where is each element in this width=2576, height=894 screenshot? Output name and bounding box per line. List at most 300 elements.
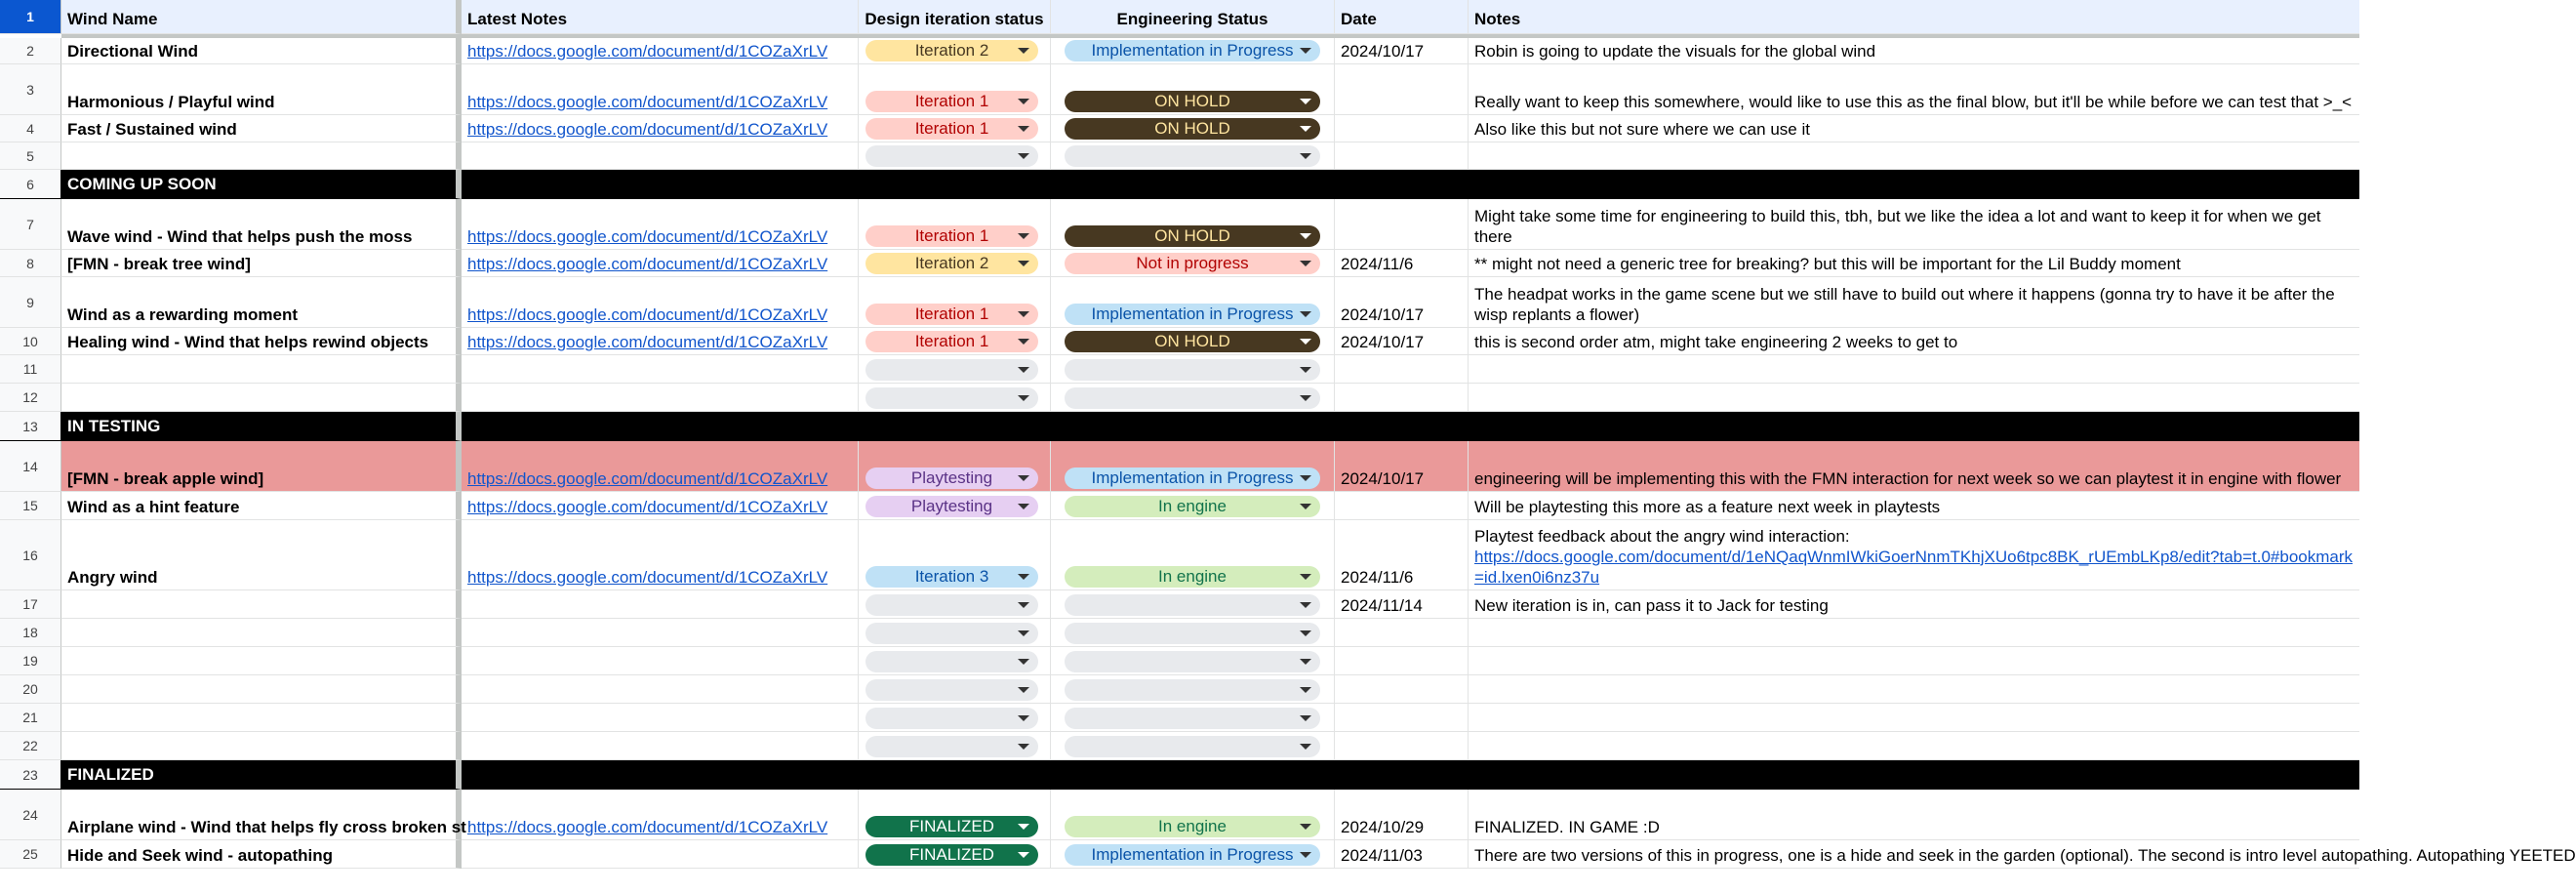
design-status-cell[interactable] (859, 355, 1051, 384)
dropdown-arrow-icon[interactable] (1300, 715, 1311, 721)
dropdown-arrow-icon[interactable] (1300, 367, 1311, 373)
section-fill[interactable] (462, 760, 2359, 790)
wind-name-cell[interactable] (61, 277, 462, 328)
design-status-cell[interactable] (859, 384, 1051, 412)
engineering-status-dropdown[interactable] (1065, 304, 1320, 325)
engineering-status-dropdown[interactable] (1065, 359, 1320, 381)
engineering-status-dropdown[interactable] (1065, 844, 1320, 866)
dropdown-arrow-icon[interactable] (1018, 602, 1029, 608)
date-cell[interactable] (1335, 520, 1469, 590)
dropdown-arrow-icon[interactable] (1018, 48, 1029, 54)
notes-text: this is second order atm, might take engineering 2 weeks to get to (1474, 333, 1958, 351)
table-row (0, 590, 2359, 619)
doc-link[interactable]: https://docs.google.com/document/d/1COZaXrLV (467, 498, 828, 516)
engineering-status-cell[interactable] (1051, 492, 1335, 520)
date-cell[interactable] (1335, 250, 1469, 277)
latest-notes-cell[interactable] (462, 199, 859, 250)
doc-link[interactable]: https://docs.google.com/document/d/1COZaXrLV (467, 568, 828, 587)
section-header-cell[interactable] (61, 760, 462, 790)
dropdown-arrow-icon[interactable] (1018, 339, 1029, 345)
date-cell[interactable] (1335, 704, 1469, 732)
latest-notes-cell[interactable] (462, 732, 859, 760)
latest-notes-cell[interactable] (462, 840, 859, 869)
wind-name-cell[interactable] (61, 142, 462, 170)
notes-cell[interactable] (1469, 441, 2359, 492)
notes-link[interactable]: https://docs.google.com/document/d/1eNQaqWnmIWkiGoerNnmTKhjXUo6tpc8BK_rUEmbLKp8/edit?tab=t.0#bookmark=id.lxen0i6nz37u (1474, 548, 2354, 587)
dropdown-arrow-icon[interactable] (1018, 367, 1029, 373)
engineering-status-cell[interactable] (1051, 647, 1335, 675)
latest-notes-cell[interactable] (462, 115, 859, 142)
table-row (0, 328, 2359, 355)
wind-name-cell[interactable] (61, 115, 462, 142)
dropdown-arrow-icon[interactable] (1300, 261, 1311, 266)
date-value: 2024/11/6 (1341, 568, 1414, 587)
notes-text: FINALIZED. IN GAME :D (1474, 818, 1660, 836)
notes-cell[interactable] (1469, 675, 2359, 704)
row-number[interactable]: 11 (0, 355, 61, 384)
engineering-status-dropdown[interactable] (1065, 145, 1320, 167)
engineering-status-cell[interactable] (1051, 38, 1335, 64)
date-cell[interactable] (1335, 590, 1469, 619)
table-row (0, 199, 2359, 250)
design-status-cell[interactable] (859, 732, 1051, 760)
design-status-label: Iteration 2 (914, 41, 989, 60)
latest-notes-cell[interactable] (462, 619, 859, 647)
wind-name-cell[interactable] (61, 619, 462, 647)
date-value: 2024/10/29 (1341, 818, 1425, 836)
latest-notes-cell[interactable] (462, 64, 859, 115)
design-status-cell[interactable] (859, 520, 1051, 590)
dropdown-arrow-icon[interactable] (1018, 504, 1029, 509)
date-cell[interactable] (1335, 675, 1469, 704)
section-title: FINALIZED (67, 765, 154, 784)
engineering-status-cell[interactable] (1051, 619, 1335, 647)
doc-link[interactable]: https://docs.google.com/document/d/1COZaXrLV (467, 469, 828, 488)
notes-cell[interactable] (1469, 250, 2359, 277)
row-number[interactable]: 10 (0, 328, 61, 355)
wind-name-cell[interactable] (61, 328, 462, 355)
row-number[interactable]: 2 (0, 38, 61, 64)
engineering-status-dropdown[interactable] (1065, 594, 1320, 616)
section-fill[interactable] (462, 170, 2359, 199)
dropdown-arrow-icon[interactable] (1300, 852, 1311, 858)
date-cell[interactable] (1335, 732, 1469, 760)
engineering-status-cell[interactable] (1051, 250, 1335, 277)
header-design-status[interactable] (859, 0, 1051, 34)
doc-link[interactable]: https://docs.google.com/document/d/1COZaXrLV (467, 93, 828, 111)
design-status-dropdown[interactable] (865, 467, 1038, 489)
row-number[interactable]: 20 (0, 675, 61, 704)
engineering-status-dropdown[interactable] (1065, 387, 1320, 409)
engineering-status-cell[interactable] (1051, 441, 1335, 492)
row-number[interactable]: 1 (0, 0, 61, 34)
dropdown-arrow-icon[interactable] (1300, 99, 1311, 104)
dropdown-arrow-icon[interactable] (1300, 395, 1311, 401)
wind-name-cell[interactable] (61, 355, 462, 384)
dropdown-arrow-icon[interactable] (1018, 659, 1029, 665)
wind-name: Fast / Sustained wind (67, 120, 237, 139)
design-status-dropdown[interactable] (865, 253, 1038, 274)
engineering-status-dropdown[interactable] (1065, 651, 1320, 672)
design-status-cell[interactable] (859, 492, 1051, 520)
design-status-dropdown[interactable] (865, 708, 1038, 729)
dropdown-arrow-icon[interactable] (1300, 574, 1311, 580)
notes-cell[interactable] (1469, 704, 2359, 732)
design-status-dropdown[interactable] (865, 679, 1038, 701)
engineering-status-dropdown[interactable] (1065, 708, 1320, 729)
design-status-label: Iteration 1 (914, 92, 989, 110)
date-cell[interactable] (1335, 647, 1469, 675)
notes-text: There are two versions of this in progress, one is a hide and seek in the garden (optional). The second is intro level autopathing. Autopathing YEETED (1474, 846, 2576, 865)
notes-cell[interactable] (1469, 840, 2576, 869)
dropdown-arrow-icon[interactable] (1300, 744, 1311, 750)
doc-link[interactable]: https://docs.google.com/document/d/1COZaXrLV (467, 42, 828, 61)
row-number[interactable]: 24 (0, 790, 61, 840)
latest-notes-cell[interactable] (462, 790, 859, 840)
wind-name-cell[interactable] (61, 199, 462, 250)
table-row (0, 441, 2359, 492)
dropdown-arrow-icon[interactable] (1018, 715, 1029, 721)
dropdown-arrow-icon[interactable] (1018, 475, 1029, 481)
engineering-status-cell[interactable] (1051, 384, 1335, 412)
header-label: Design iteration status (865, 10, 1044, 28)
notes-cell[interactable] (1469, 142, 2359, 170)
design-status-dropdown[interactable] (865, 594, 1038, 616)
table-row (0, 170, 2359, 199)
engineering-status-cell[interactable] (1051, 790, 1335, 840)
design-status-dropdown[interactable] (865, 566, 1038, 588)
row-number[interactable]: 8 (0, 250, 61, 277)
wind-name-cell[interactable] (61, 520, 462, 590)
row-number[interactable]: 4 (0, 115, 61, 142)
engineering-status-label: In engine (1158, 567, 1227, 586)
wind-name-cell[interactable] (61, 492, 462, 520)
latest-notes-cell[interactable] (462, 590, 859, 619)
wind-name-cell[interactable] (61, 840, 462, 869)
dropdown-arrow-icon[interactable] (1018, 153, 1029, 159)
notes-text: The headpat works in the game scene but we still have to build out where it happens (gonna try to have it be after the wisp replants a flower) (1474, 285, 2335, 324)
design-status-cell[interactable] (859, 142, 1051, 170)
wind-name: Harmonious / Playful wind (67, 93, 275, 111)
table-row (0, 250, 2359, 277)
header-notes[interactable] (1469, 0, 2359, 34)
date-cell[interactable] (1335, 115, 1469, 142)
wind-name-cell[interactable] (61, 790, 466, 840)
dropdown-arrow-icon[interactable] (1300, 233, 1311, 239)
wind-name: Wind as a hint feature (67, 498, 240, 516)
date-cell[interactable] (1335, 441, 1469, 492)
notes-cell[interactable] (1469, 619, 2359, 647)
table-row (0, 412, 2359, 441)
engineering-status-label: Not in progress (1136, 254, 1249, 272)
engineering-status-label: Implementation in Progress (1091, 468, 1294, 487)
notes-cell[interactable] (1469, 64, 2359, 115)
wind-name-cell[interactable] (61, 704, 462, 732)
engineering-status-dropdown[interactable] (1065, 91, 1320, 112)
engineering-status-dropdown[interactable] (1065, 496, 1320, 517)
latest-notes-cell[interactable] (462, 647, 859, 675)
row-number[interactable]: 17 (0, 590, 61, 619)
design-status-dropdown[interactable] (865, 736, 1038, 757)
design-status-dropdown[interactable] (865, 40, 1038, 61)
date-cell[interactable] (1335, 492, 1469, 520)
engineering-status-cell[interactable] (1051, 142, 1335, 170)
engineering-status-cell[interactable] (1051, 277, 1335, 328)
design-status-cell[interactable] (859, 675, 1051, 704)
notes-cell[interactable] (1469, 199, 2359, 250)
section-fill[interactable] (462, 412, 2359, 441)
date-cell[interactable] (1335, 277, 1469, 328)
notes-cell[interactable] (1469, 328, 2359, 355)
date-value: 2024/11/6 (1341, 255, 1414, 273)
engineering-status-cell[interactable] (1051, 732, 1335, 760)
engineering-status-cell[interactable] (1051, 115, 1335, 142)
section-header-cell[interactable] (61, 412, 462, 441)
notes-cell[interactable] (1469, 277, 2359, 328)
wind-name-cell[interactable] (61, 64, 462, 115)
design-status-dropdown[interactable] (865, 651, 1038, 672)
design-status-label: Iteration 2 (914, 254, 989, 272)
dropdown-arrow-icon[interactable] (1018, 824, 1029, 830)
dropdown-arrow-icon[interactable] (1018, 395, 1029, 401)
design-status-cell[interactable] (859, 704, 1051, 732)
dropdown-arrow-icon[interactable] (1300, 687, 1311, 693)
notes-cell[interactable] (1469, 115, 2359, 142)
dropdown-arrow-icon[interactable] (1300, 311, 1311, 317)
design-status-cell[interactable] (859, 64, 1051, 115)
latest-notes-cell[interactable] (462, 250, 859, 277)
header-label: Wind Name (67, 10, 158, 28)
engineering-status-dropdown[interactable] (1065, 225, 1320, 247)
notes-cell[interactable] (1469, 38, 2359, 64)
doc-link[interactable]: https://docs.google.com/document/d/1COZaXrLV (467, 255, 828, 273)
notes-cell[interactable] (1469, 355, 2359, 384)
doc-link[interactable]: https://docs.google.com/document/d/1COZaXrLV (467, 227, 828, 246)
date-cell[interactable] (1335, 619, 1469, 647)
design-status-dropdown[interactable] (865, 816, 1038, 837)
design-status-dropdown[interactable] (865, 91, 1038, 112)
row-number[interactable]: 15 (0, 492, 61, 520)
row-number[interactable]: 9 (0, 277, 61, 328)
dropdown-arrow-icon[interactable] (1300, 153, 1311, 159)
engineering-status-dropdown[interactable] (1065, 816, 1320, 837)
row-number[interactable]: 21 (0, 704, 61, 732)
design-status-dropdown[interactable] (865, 496, 1038, 517)
dropdown-arrow-icon[interactable] (1018, 852, 1029, 858)
dropdown-arrow-icon[interactable] (1018, 630, 1029, 636)
date-value: 2024/10/17 (1341, 333, 1425, 351)
wind-name-cell[interactable] (61, 384, 462, 412)
latest-notes-cell[interactable] (462, 142, 859, 170)
table-row (0, 384, 2359, 412)
row-number[interactable]: 3 (0, 64, 61, 115)
dropdown-arrow-icon[interactable] (1018, 687, 1029, 693)
date-cell[interactable] (1335, 142, 1469, 170)
design-status-label: Iteration 3 (914, 567, 989, 586)
wind-name-cell[interactable] (61, 590, 462, 619)
dropdown-arrow-icon[interactable] (1300, 475, 1311, 481)
engineering-status-label: ON HOLD (1154, 226, 1230, 245)
wind-name-cell[interactable] (61, 732, 462, 760)
row-number[interactable]: 13 (0, 412, 61, 441)
design-status-cell[interactable] (859, 619, 1051, 647)
design-status-dropdown[interactable] (865, 145, 1038, 167)
design-status-cell[interactable] (859, 840, 1051, 869)
design-status-cell[interactable] (859, 277, 1051, 328)
date-cell[interactable] (1335, 840, 1469, 869)
doc-link[interactable]: https://docs.google.com/document/d/1COZaXrLV (467, 120, 828, 139)
wind-name: [FMN - break apple wind] (67, 469, 264, 488)
header-wind-name[interactable] (61, 0, 462, 34)
header-date[interactable] (1335, 0, 1469, 34)
row-number[interactable]: 6 (0, 170, 61, 199)
dropdown-arrow-icon[interactable] (1300, 339, 1311, 345)
row-number[interactable]: 16 (0, 520, 61, 590)
date-cell[interactable] (1335, 64, 1469, 115)
dropdown-arrow-icon[interactable] (1018, 574, 1029, 580)
dropdown-arrow-icon[interactable] (1300, 659, 1311, 665)
notes-cell[interactable] (1469, 590, 2359, 619)
header-engineering-status[interactable] (1051, 0, 1335, 34)
row-number[interactable]: 12 (0, 384, 61, 412)
notes-cell[interactable] (1469, 384, 2359, 412)
design-status-cell[interactable] (859, 590, 1051, 619)
notes-cell[interactable] (1469, 647, 2359, 675)
engineering-status-cell[interactable] (1051, 704, 1335, 732)
engineering-status-cell[interactable] (1051, 840, 1335, 869)
engineering-status-dropdown[interactable] (1065, 253, 1320, 274)
engineering-status-cell[interactable] (1051, 64, 1335, 115)
engineering-status-label: Implementation in Progress (1091, 41, 1294, 60)
doc-link[interactable]: https://docs.google.com/document/d/1COZaXrLV (467, 818, 828, 836)
design-status-dropdown[interactable] (865, 844, 1038, 866)
engineering-status-cell[interactable] (1051, 355, 1335, 384)
row-number[interactable]: 18 (0, 619, 61, 647)
latest-notes-cell[interactable] (462, 38, 859, 64)
dropdown-arrow-icon[interactable] (1018, 126, 1029, 132)
wind-name-cell[interactable] (61, 647, 462, 675)
row-number[interactable]: 22 (0, 732, 61, 760)
row-number[interactable]: 7 (0, 199, 61, 250)
row-number[interactable]: 19 (0, 647, 61, 675)
latest-notes-cell[interactable] (462, 441, 859, 492)
notes-text: Really want to keep this somewhere, would like to use this as the final blow, but it'll be while before we can test that >_< (1474, 93, 2353, 111)
date-cell[interactable] (1335, 38, 1469, 64)
engineering-status-cell[interactable] (1051, 199, 1335, 250)
engineering-status-cell[interactable] (1051, 590, 1335, 619)
design-status-cell[interactable] (859, 38, 1051, 64)
date-cell[interactable] (1335, 790, 1469, 840)
engineering-status-cell[interactable] (1051, 520, 1335, 590)
row-number[interactable]: 25 (0, 840, 61, 869)
engineering-status-cell[interactable] (1051, 675, 1335, 704)
design-status-dropdown[interactable] (865, 331, 1038, 352)
section-title: COMING UP SOON (67, 175, 217, 193)
notes-text: engineering will be implementing this with the FMN interaction for next week so we can playtest it in engine with flower (1474, 469, 2342, 488)
header-latest-notes[interactable] (462, 0, 859, 34)
engineering-status-dropdown[interactable] (1065, 566, 1320, 588)
notes-cell[interactable] (1469, 790, 2359, 840)
latest-notes-cell[interactable] (462, 492, 859, 520)
design-status-dropdown[interactable] (865, 359, 1038, 381)
design-status-dropdown[interactable] (865, 225, 1038, 247)
engineering-status-dropdown[interactable] (1065, 331, 1320, 352)
design-status-cell[interactable] (859, 441, 1051, 492)
dropdown-arrow-icon[interactable] (1018, 311, 1029, 317)
dropdown-arrow-icon[interactable] (1300, 824, 1311, 830)
latest-notes-cell[interactable] (462, 355, 859, 384)
dropdown-arrow-icon[interactable] (1300, 504, 1311, 509)
design-status-dropdown[interactable] (865, 387, 1038, 409)
wind-name-cell[interactable] (61, 675, 462, 704)
engineering-status-dropdown[interactable] (1065, 118, 1320, 140)
engineering-status-label: Implementation in Progress (1091, 845, 1294, 864)
latest-notes-cell[interactable] (462, 520, 859, 590)
wind-name-cell[interactable] (61, 441, 462, 492)
date-cell[interactable] (1335, 384, 1469, 412)
latest-notes-cell[interactable] (462, 675, 859, 704)
design-status-cell[interactable] (859, 328, 1051, 355)
design-status-cell[interactable] (859, 790, 1051, 840)
header-row (0, 0, 2359, 34)
row-number[interactable]: 5 (0, 142, 61, 170)
date-cell[interactable] (1335, 355, 1469, 384)
dropdown-arrow-icon[interactable] (1300, 126, 1311, 132)
date-cell[interactable] (1335, 328, 1469, 355)
design-status-dropdown[interactable] (865, 304, 1038, 325)
dropdown-arrow-icon[interactable] (1300, 630, 1311, 636)
design-status-cell[interactable] (859, 647, 1051, 675)
table-row (0, 647, 2359, 675)
doc-link[interactable]: https://docs.google.com/document/d/1COZaXrLV (467, 305, 828, 324)
engineering-status-dropdown[interactable] (1065, 40, 1320, 61)
wind-name-cell[interactable] (61, 250, 462, 277)
engineering-status-dropdown[interactable] (1065, 467, 1320, 489)
table-row (0, 277, 2359, 328)
wind-name-cell[interactable] (61, 38, 462, 64)
dropdown-arrow-icon[interactable] (1300, 602, 1311, 608)
design-status-cell[interactable] (859, 115, 1051, 142)
section-title: IN TESTING (67, 417, 161, 435)
latest-notes-cell[interactable] (462, 277, 859, 328)
row-number[interactable]: 23 (0, 760, 61, 790)
dropdown-arrow-icon[interactable] (1300, 48, 1311, 54)
notes-cell[interactable] (1469, 732, 2359, 760)
latest-notes-cell[interactable] (462, 328, 859, 355)
engineering-status-dropdown[interactable] (1065, 736, 1320, 757)
engineering-status-dropdown[interactable] (1065, 679, 1320, 701)
table-row (0, 760, 2359, 790)
design-status-dropdown[interactable] (865, 118, 1038, 140)
row-number[interactable]: 14 (0, 441, 61, 492)
dropdown-arrow-icon[interactable] (1018, 261, 1029, 266)
latest-notes-cell[interactable] (462, 704, 859, 732)
design-status-cell[interactable] (859, 250, 1051, 277)
latest-notes-cell[interactable] (462, 384, 859, 412)
design-status-dropdown[interactable] (865, 623, 1038, 644)
engineering-status-cell[interactable] (1051, 328, 1335, 355)
dropdown-arrow-icon[interactable] (1018, 233, 1029, 239)
doc-link[interactable]: https://docs.google.com/document/d/1COZaXrLV (467, 333, 828, 351)
dropdown-arrow-icon[interactable] (1018, 744, 1029, 750)
design-status-cell[interactable] (859, 199, 1051, 250)
notes-cell[interactable] (1469, 520, 2359, 590)
notes-cell[interactable] (1469, 492, 2359, 520)
dropdown-arrow-icon[interactable] (1018, 99, 1029, 104)
engineering-status-dropdown[interactable] (1065, 623, 1320, 644)
section-header-cell[interactable] (61, 170, 462, 199)
date-cell[interactable] (1335, 199, 1469, 250)
